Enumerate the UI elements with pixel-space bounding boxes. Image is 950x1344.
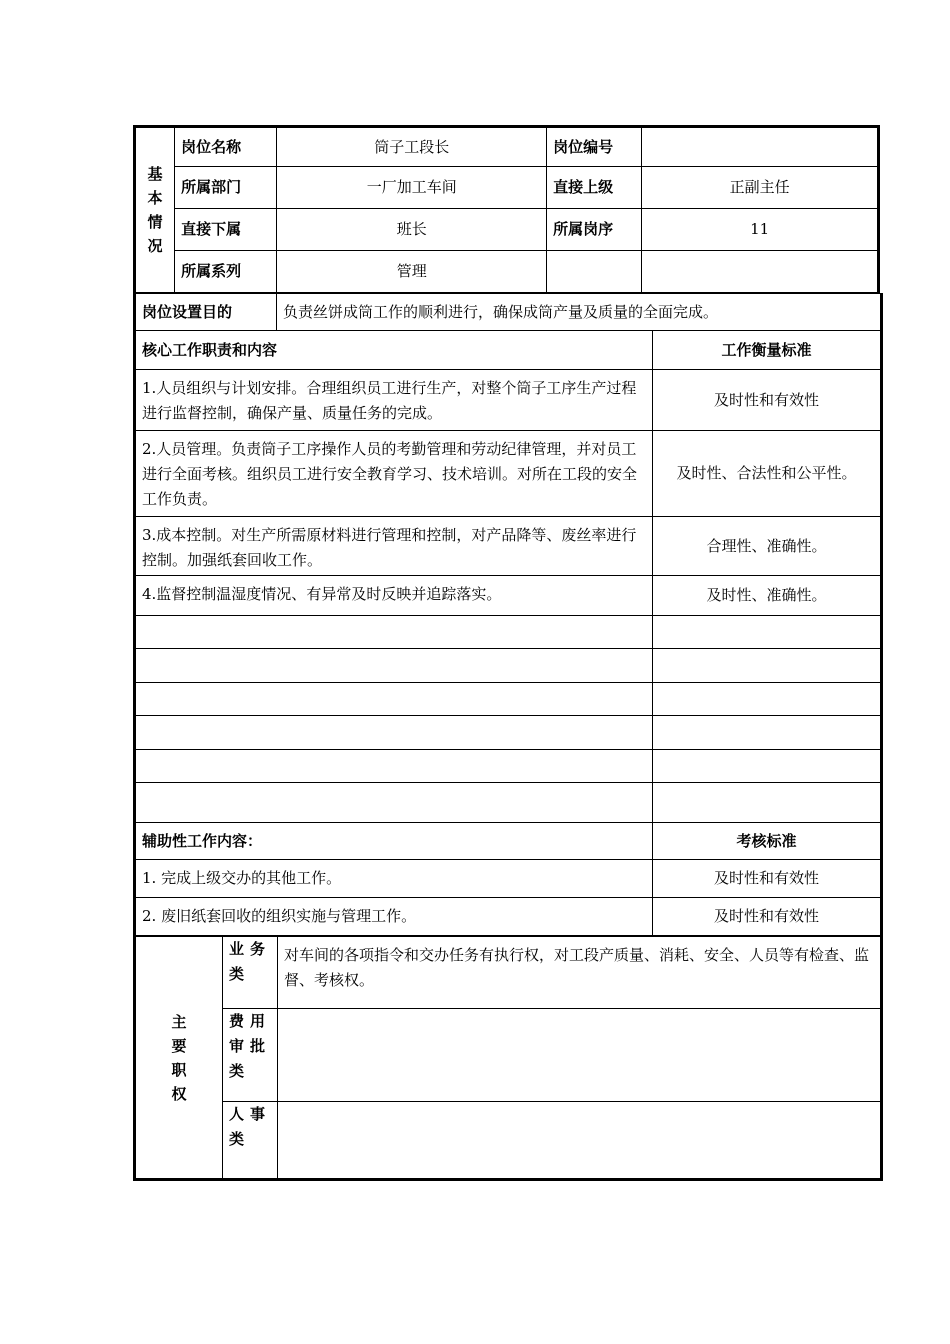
core-duty-content: 3.成本控制。对生产所需原材料进行管理和控制，对产品降等、废丝率进行控制。加强纸套回收工作。: [135, 517, 653, 576]
dept-label: 所属部门: [175, 167, 277, 209]
auxiliary-duty-standard: 及时性和有效性: [653, 860, 882, 898]
core-duty-standard: 合理性、准确性。: [653, 517, 882, 576]
sequence-value: 11: [642, 209, 879, 251]
empty-row-cell: [653, 750, 882, 783]
auxiliary-duty-content: 2. 废旧纸套回收的组织实施与管理工作。: [135, 898, 653, 936]
dept-value: 一厂加工车间: [277, 167, 547, 209]
core-duty-standard: 及时性、准确性。: [653, 576, 882, 616]
purpose-label: 岗位设置目的: [135, 294, 277, 331]
empty-row-cell: [135, 716, 653, 750]
basic-info-label: [135, 127, 175, 293]
core-duty-standard: 及时性和有效性: [653, 370, 882, 431]
series-label: 所属系列: [175, 251, 277, 293]
basic-label-char: 况: [147, 237, 163, 255]
superior-label: 直接上级: [547, 167, 642, 209]
series-value: 管理: [277, 251, 547, 293]
expense-authority-label: 费用审批类: [223, 1009, 278, 1102]
personnel-authority-text: [278, 1102, 882, 1180]
empty-row-cell: [135, 750, 653, 783]
post-name-value: 筒子工段长: [277, 127, 547, 167]
basic-label-char: 情: [147, 213, 163, 231]
core-duty-content: 1.人员组织与计划安排。合理组织员工进行生产，对整个筒子工序生产过程进行监督控制，确保产量、质量任务的完成。: [135, 370, 653, 431]
business-authority-label: 业务类: [223, 937, 278, 1009]
authority-label-char: 职: [171, 1060, 187, 1079]
auxiliary-duty-content: 1. 完成上级交办的其他工作。: [135, 860, 653, 898]
empty-row-cell: [135, 649, 653, 683]
duties-table: [133, 293, 883, 936]
empty-cell: [547, 251, 642, 293]
empty-row-cell: [653, 783, 882, 823]
authority-label-char: 要: [171, 1036, 187, 1055]
empty-cell: [642, 251, 879, 293]
core-standard-header: 工作衡量标准: [653, 331, 882, 370]
basic-label-char: 基: [147, 165, 163, 183]
empty-row-cell: [653, 616, 882, 649]
subordinate-label: 直接下属: [175, 209, 277, 251]
purpose-text: 负责丝饼成筒工作的顺利进行，确保成筒产量及质量的全面完成。: [277, 294, 882, 331]
authority-table: [133, 936, 883, 1181]
post-name-label: 岗位名称: [175, 127, 277, 167]
core-duty-standard: 及时性、合法性和公平性。: [653, 431, 882, 517]
basic-label-char: 本: [147, 189, 163, 207]
empty-row-cell: [135, 616, 653, 649]
superior-value: 正副主任: [642, 167, 879, 209]
authority-label-char: 权: [171, 1084, 187, 1103]
authority-label: [135, 937, 223, 1180]
core-duty-content: 2.人员管理。负责筒子工序操作人员的考勤管理和劳动纪律管理，并对员工进行全面考核。组织员工进行安全教育学习、技术培训。对所在工段的安全工作负责。: [135, 431, 653, 517]
job-description-form: [133, 125, 880, 1181]
subordinate-value: 班长: [277, 209, 547, 251]
auxiliary-standard-header: 考核标准: [653, 823, 882, 860]
core-duty-content: 4.监督控制温湿度情况、有异常及时反映并追踪落实。: [135, 576, 653, 616]
empty-row-cell: [653, 649, 882, 683]
sequence-label: 所属岗序: [547, 209, 642, 251]
empty-row-cell: [653, 716, 882, 750]
empty-row-cell: [135, 683, 653, 716]
core-duties-header: 核心工作职责和内容: [135, 331, 653, 370]
expense-authority-text: [278, 1009, 882, 1102]
business-authority-text: 对车间的各项指令和交办任务有执行权，对工段产质量、消耗、安全、人员等有检查、监督、考核权。: [278, 937, 882, 1009]
auxiliary-header: 辅助性工作内容：: [135, 823, 653, 860]
authority-label-char: 主: [171, 1012, 187, 1031]
post-code-value: [642, 127, 879, 167]
post-code-label: 岗位编号: [547, 127, 642, 167]
auxiliary-duty-standard: 及时性和有效性: [653, 898, 882, 936]
empty-row-cell: [653, 683, 882, 716]
personnel-authority-label: 人事类: [223, 1102, 278, 1180]
empty-row-cell: [135, 783, 653, 823]
basic-info-table: [133, 125, 880, 293]
